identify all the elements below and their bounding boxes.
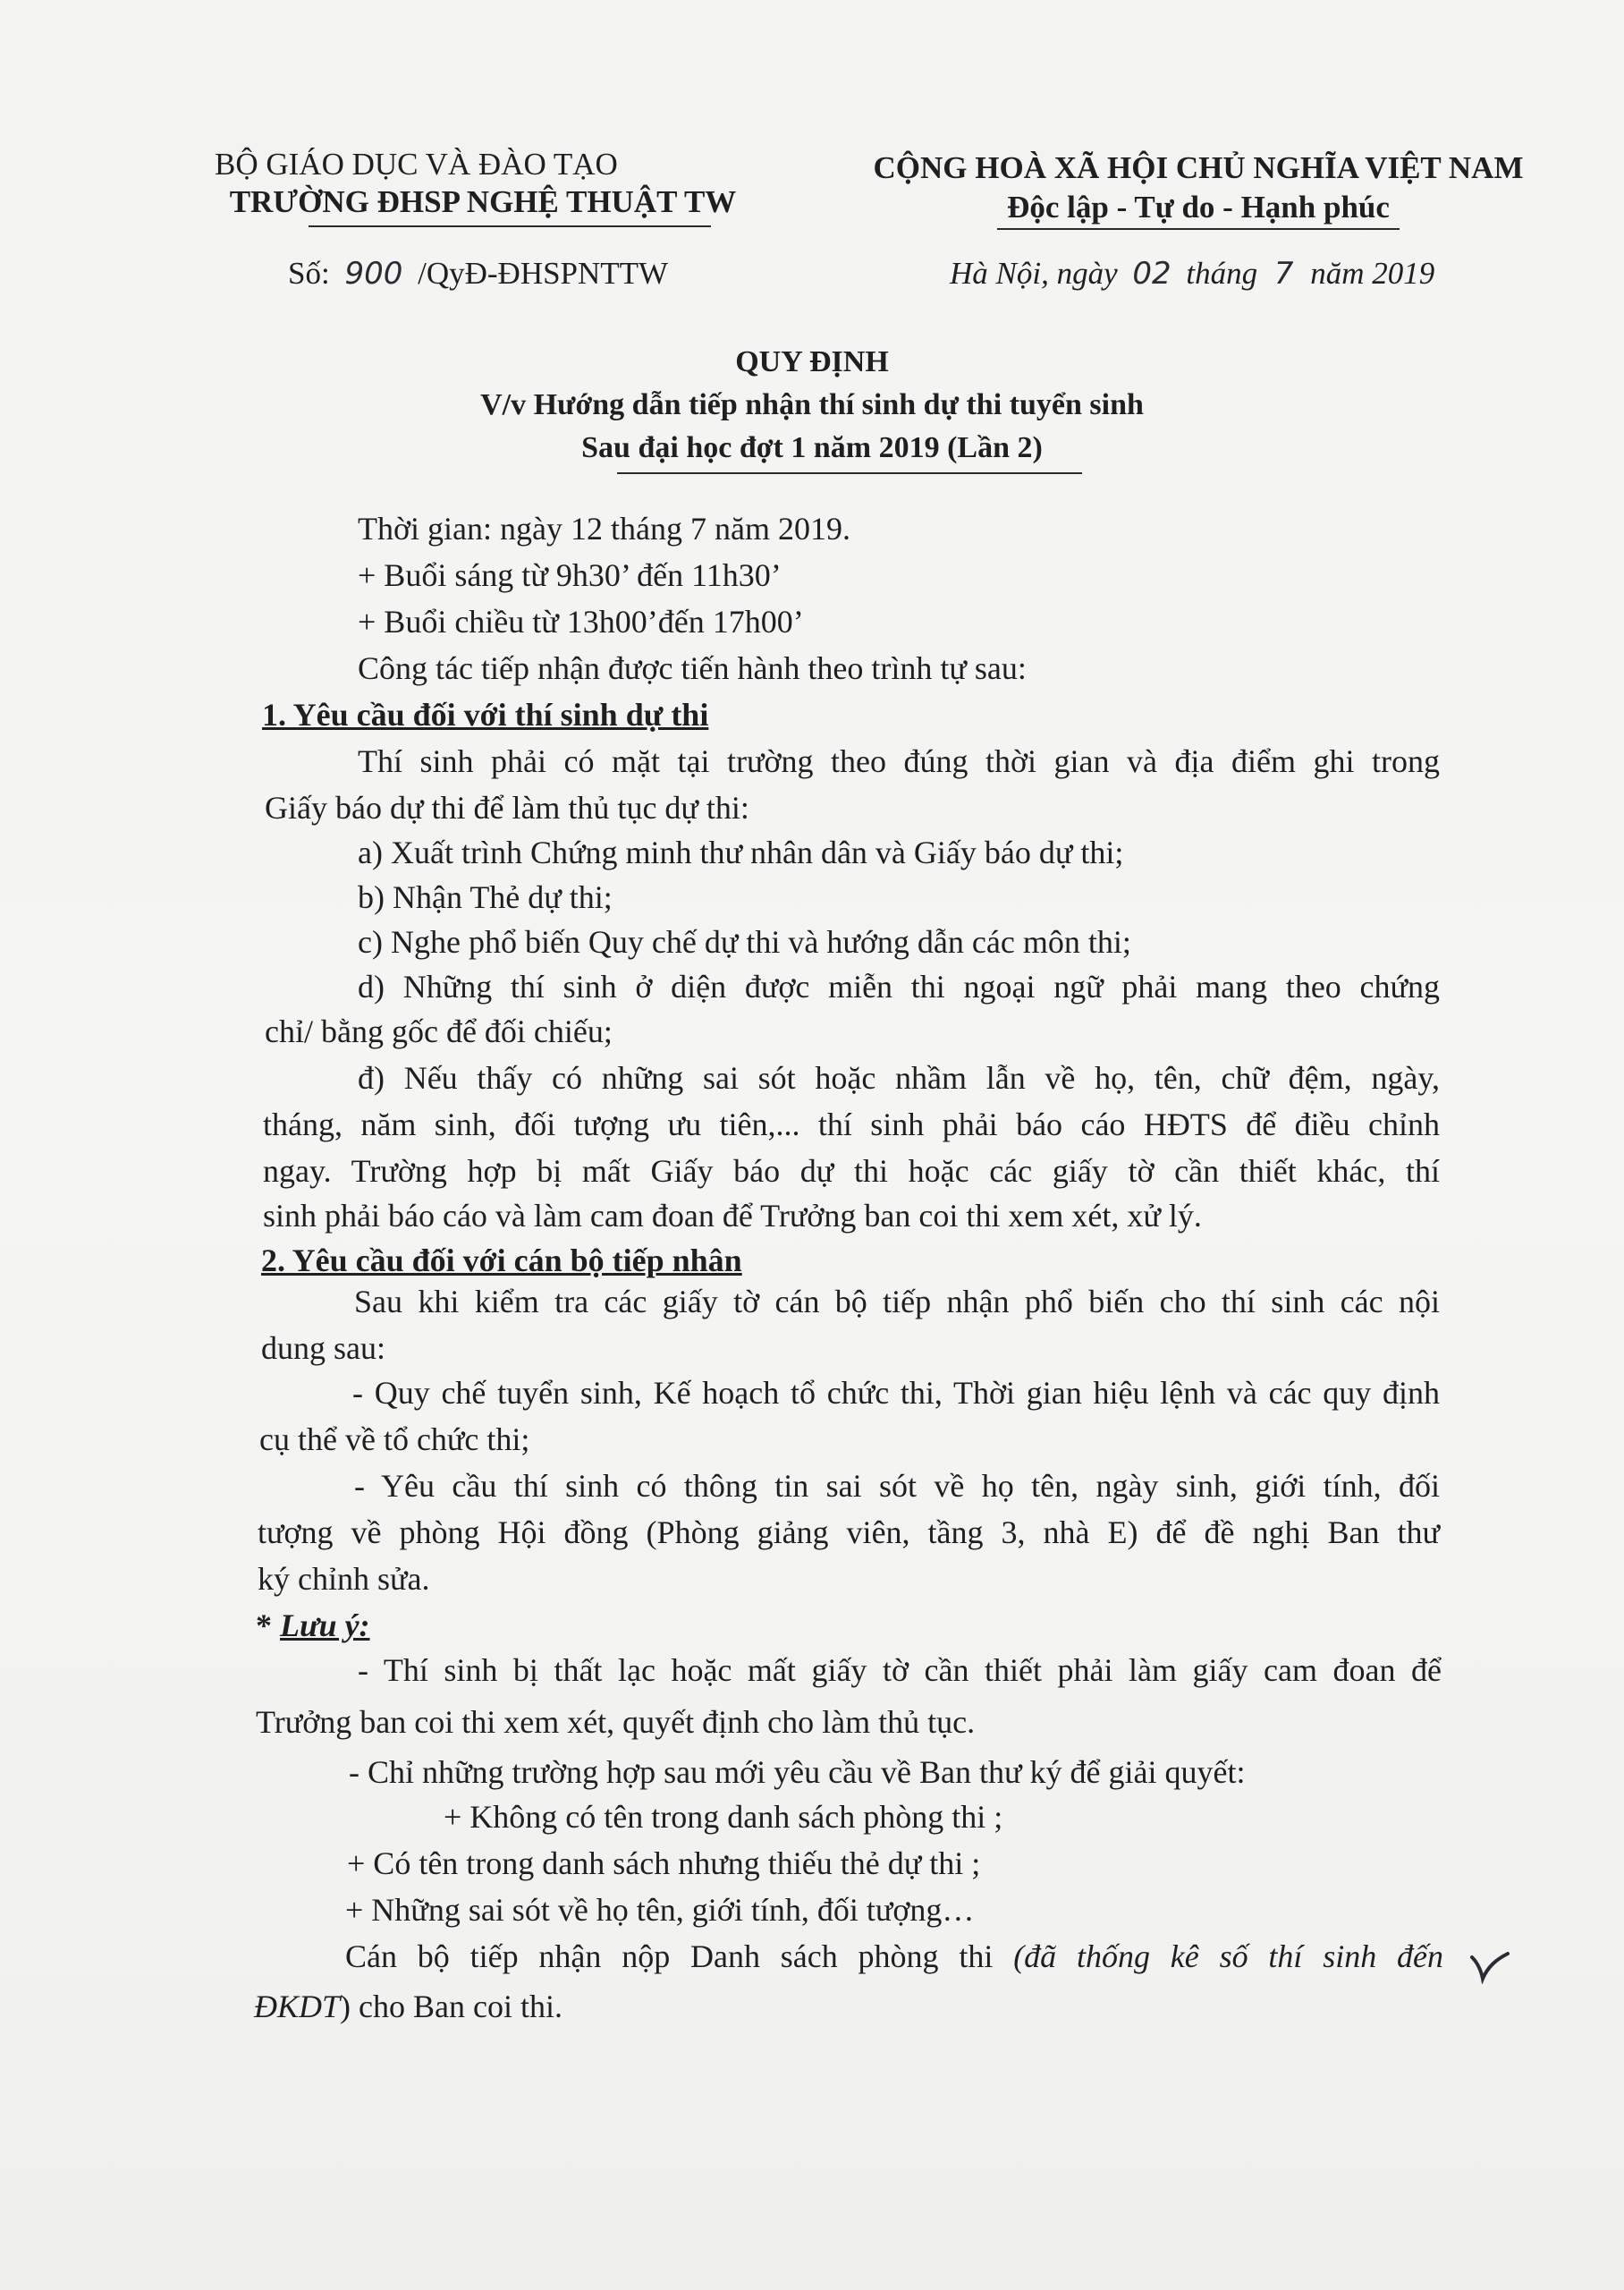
title-round: Sau đại học đợt 1 năm 2019 (Lần 2)	[581, 431, 1043, 464]
note-last-line1-text: Cán bộ tiếp nhận nộp Danh sách phòng thi	[345, 1938, 1014, 1974]
school-name: TRƯỜNG ĐHSP NGHỆ THUẬT TW	[229, 184, 737, 219]
note-last-line2-text: ) cho Ban coi thi.	[340, 1989, 562, 2024]
note-heading	[256, 1603, 370, 1648]
section1-item-dd-line2: tháng, năm sinh, đối tượng ưu tiên,... thí sinh phải báo cáo HĐTS để điều chỉnh	[263, 1107, 1440, 1142]
title-underline	[617, 472, 1082, 474]
date-suffix: năm 2019	[1310, 256, 1435, 291]
section1-item-d-line2: chỉ/ bằng gốc để đối chiếu;	[265, 1014, 613, 1049]
document-date	[950, 254, 1434, 293]
note-item1-line1: - Thí sinh bị thất lạc hoặc mất giấy tờ cần thiết phải làm giấy cam đoan để	[358, 1652, 1442, 1688]
date-prefix: Hà Nội, ngày	[950, 256, 1118, 291]
date-day-handwritten: 02	[1132, 256, 1171, 292]
note-last-line1-italic: (đã thống kê số thí sinh đến	[1013, 1938, 1443, 1974]
school-underline	[309, 225, 711, 227]
note-case1: + Không có tên trong danh sách phòng thi ;	[444, 1799, 1003, 1835]
country-name: CỘNG HOÀ XÃ HỘI CHỦ NGHĨA VIỆT NAM	[873, 150, 1524, 185]
ministry-name: BỘ GIÁO DỤC VÀ ĐÀO TẠO	[215, 147, 618, 182]
number-handwritten: 900	[344, 256, 403, 292]
note-star: *	[256, 1607, 280, 1643]
section1-heading: 1. Yêu cầu đối với thí sinh dự thi	[262, 697, 709, 733]
section1-item-dd-line1: đ) Nếu thấy có những sai sót hoặc nhầm lẫn về họ, tên, chữ đệm, ngày,	[358, 1060, 1440, 1096]
intro-afternoon: + Buổi chiều từ 13h00’đến 17h00’	[358, 604, 804, 640]
date-mid: tháng	[1186, 256, 1258, 291]
section1-item-c: c) Nghe phổ biến Quy chế dự thi và hướng dẫn các môn thi;	[358, 924, 1131, 960]
title-subject: V/v Hướng dẫn tiếp nhận thí sinh dự thi tuyển sinh	[480, 388, 1144, 421]
note-case2: + Có tên trong danh sách nhưng thiếu thẻ dự thi ;	[347, 1845, 981, 1881]
section1-item-dd-line3: ngay. Trường hợp bị mất Giấy báo dự thi hoặc các giấy tờ cần thiết khác, thí	[263, 1153, 1440, 1189]
intro-morning: + Buổi sáng từ 9h30’ đến 11h30’	[358, 557, 782, 593]
document-number	[288, 254, 668, 293]
section2-p1-line1: Sau khi kiểm tra các giấy tờ cán bộ tiếp nhận phổ biến cho thí sinh các nội	[354, 1284, 1440, 1319]
section1-item-dd-line4: sinh phải báo cáo và làm cam đoan để Trưởng ban coi thi xem xét, xử lý.	[263, 1198, 1202, 1234]
date-month-handwritten: 7	[1273, 256, 1294, 292]
national-motto: Độc lập - Tự do - Hạnh phúc	[1007, 190, 1390, 225]
section2-bullet1-line2: cụ thể về tổ chức thi;	[259, 1421, 530, 1457]
intro-process: Công tác tiếp nhận được tiến hành theo trình tự sau:	[358, 650, 1027, 686]
note-item1-line2: Trưởng ban coi thi xem xét, quyết định cho làm thủ tục.	[256, 1704, 976, 1740]
section1-p1-line2: Giấy báo dự thi để làm thủ tục dự thi:	[265, 790, 749, 826]
section2-p1-line2: dung sau:	[261, 1330, 385, 1366]
handwritten-check-mark-icon	[1467, 1939, 1511, 1984]
section2-bullet1-line1: - Quy chế tuyển sinh, Kế hoạch tổ chức thi, Thời gian hiệu lệnh và các quy định	[352, 1375, 1440, 1411]
section2-heading: 2. Yêu cầu đối với cán bộ tiếp nhân	[261, 1243, 742, 1278]
section1-p1-line1: Thí sinh phải có mặt tại trường theo đúng thời gian và địa điểm ghi trong	[358, 743, 1440, 779]
note-last-line2-italic: ĐKDT	[254, 1989, 341, 2024]
intro-time: Thời gian: ngày 12 tháng 7 năm 2019.	[358, 511, 850, 547]
section2-bullet2-line1: - Yêu cầu thí sinh có thông tin sai sót về họ tên, ngày sinh, giới tính, đối	[354, 1468, 1440, 1504]
section1-item-b: b) Nhận Thẻ dự thi;	[358, 879, 613, 915]
motto-underline	[997, 228, 1400, 230]
note-last-line1	[345, 1934, 1443, 1979]
note-case3: + Những sai sót về họ tên, giới tính, đối tượng…	[345, 1892, 975, 1928]
section2-bullet2-line2: tượng về phòng Hội đồng (Phòng giảng viên, tầng 3, nhà E) để đề nghị Ban thư	[258, 1514, 1440, 1550]
title-quy-dinh: QUY ĐỊNH	[735, 345, 889, 378]
number-prefix: Số:	[288, 256, 330, 291]
section2-bullet2-line3: ký chỉnh sửa.	[258, 1561, 430, 1597]
note-item2: - Chỉ những trường hợp sau mới yêu cầu về Ban thư ký để giải quyết:	[349, 1754, 1246, 1790]
section1-item-d-line1: d) Những thí sinh ở diện được miễn thi ngoại ngữ phải mang theo chứng	[358, 969, 1440, 1005]
number-suffix: /QyĐ-ĐHSPNTTW	[418, 256, 669, 291]
note-heading-label: Lưu ý:	[280, 1607, 370, 1643]
note-last-line2	[254, 1984, 562, 2029]
section1-item-a: a) Xuất trình Chứng minh thư nhân dân và Giấy báo dự thi;	[358, 835, 1124, 870]
